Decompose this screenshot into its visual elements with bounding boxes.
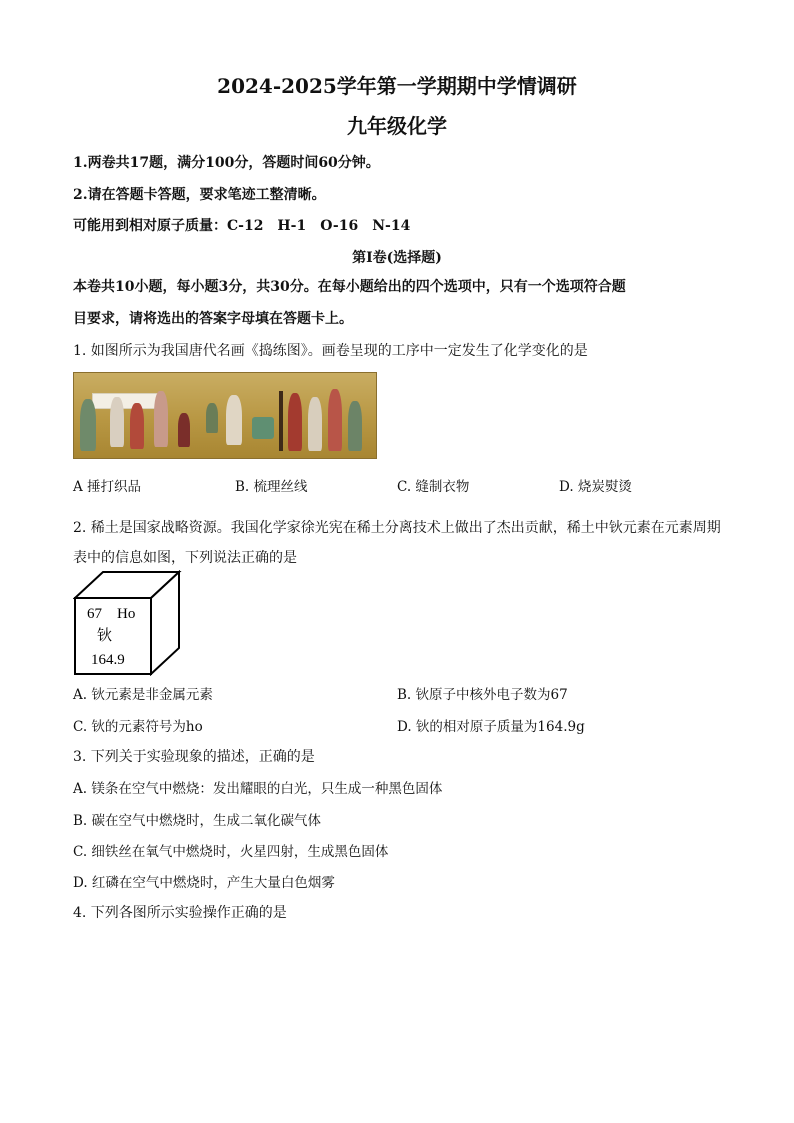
q1-option-d: D. 烧炭熨烫 — [559, 479, 632, 495]
q2-option-a: A. 钬元素是非金属元素 — [73, 687, 213, 703]
element-name: 钬 — [97, 626, 113, 644]
element-card-holmium — [73, 570, 183, 676]
q2-stem-line-2: 表中的信息如图，下列说法正确的是 — [73, 550, 297, 566]
note-2: 2.请在答题卡答题，要求笔迹工整清晰。 — [73, 187, 326, 203]
element-number: 67 — [87, 606, 102, 622]
element-symbol: Ho — [117, 606, 136, 622]
q1-option-c: C. 缝制衣物 — [397, 479, 470, 495]
q2-option-b: B. 钬原子中核外电子数为67 — [397, 687, 568, 703]
exam-title: 2024-2025学年第一学期期中学情调研 — [217, 74, 577, 98]
q1-option-b: B. 梳理丝线 — [235, 479, 308, 495]
painting-image — [73, 372, 377, 459]
q4-stem: 4. 下列各图所示实验操作正确的是 — [73, 905, 287, 921]
q3-option-d: D. 红磷在空气中燃烧时，产生大量白色烟雾 — [73, 875, 335, 891]
section-title: 第Ⅰ卷(选择题) — [352, 250, 442, 266]
q2-stem-line-1: 2. 稀土是国家战略资源。我国化学家徐光宪在稀土分离技术上做出了杰出贡献，稀土中钬元素在元素周期 — [73, 520, 721, 536]
note-1: 1.两卷共17题，满分100分，答题时间60分钟。 — [73, 155, 380, 171]
section-instruction-2: 目要求，请将选出的答案字母填在答题卡上。 — [73, 311, 353, 327]
q2-option-d: D. 钬的相对原子质量为164.9g — [397, 719, 585, 735]
exam-subtitle: 九年级化学 — [347, 114, 447, 138]
q1-stem: 1. 如图所示为我国唐代名画《捣练图》。画卷呈现的工序中一定发生了化学变化的是 — [73, 343, 588, 359]
q3-option-a: A. 镁条在空气中燃烧：发出耀眼的白光，只生成一种黑色固体 — [73, 781, 443, 797]
q3-stem: 3. 下列关于实验现象的描述，正确的是 — [73, 749, 315, 765]
q3-option-b: B. 碳在空气中燃烧时，生成二氧化碳气体 — [73, 813, 322, 829]
atomic-mass-line: 可能用到相对原子质量：C-12 H-1 O-16 N-14 — [73, 218, 411, 234]
q1-option-a: A 捶打织品 — [73, 479, 142, 495]
section-instruction-1: 本卷共10小题，每小题3分，共30分。在每小题给出的四个选项中，只有一个选项符合题 — [73, 279, 626, 295]
element-mass: 164.9 — [91, 652, 125, 668]
q3-option-c: C. 细铁丝在氧气中燃烧时，火星四射，生成黑色固体 — [73, 844, 389, 860]
q2-option-c: C. 钬的元素符号为ho — [73, 719, 203, 735]
